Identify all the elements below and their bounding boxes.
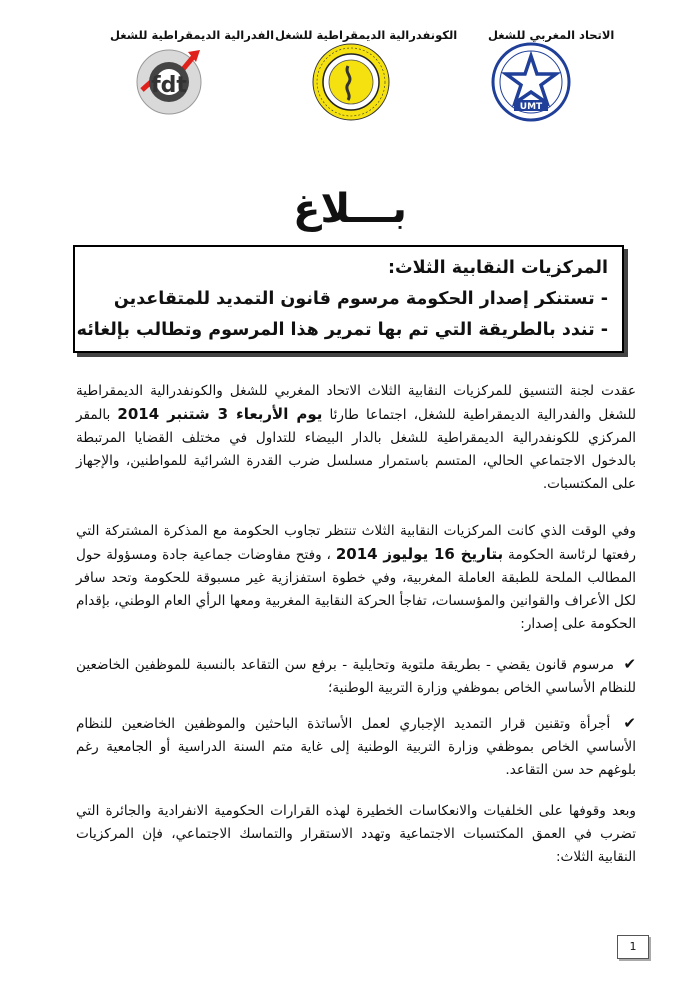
bullet-item-2 <box>76 712 636 782</box>
document-title: بـــلاغ <box>293 186 407 232</box>
org-name-fdt: الفدرالية الديمقراطية للشغل <box>110 28 275 42</box>
paragraph-3 <box>76 800 636 869</box>
paragraph-3-text: وبعد وقوفها على الخلفيات والانعكاسات الخطيرة لهذه القرارات الحكومية الانفرادية والجائرة التي تضرب في العمق المكتسبات الاجتماعية وتهدد الاستقرار والتماسك الاجتماعي، فإن المركزيات النقابية الثلاث: <box>76 803 636 865</box>
org-name-umt: الاتحاد المغربي للشغل <box>488 28 615 42</box>
paragraph-2 <box>76 520 636 636</box>
org-name-cdt: الكونفدرالية الديمقراطية للشغل <box>275 28 458 42</box>
bullet-item-1-text: مرسوم قانون يقضي - بطريقة ملتوية وتحايلية - برفع سن التقاعد بالنسبة للموظفين الخاضعين للنظام الأساسي الخاص بموظفي وزارة التربية الوطنية؛ <box>76 657 636 696</box>
summary-point-1: - تستنكر إصدار الحكومة مرسوم قانون التمديد للمتقاعدين <box>113 289 608 309</box>
summary-point-2: - تندد بالطريقة التي تم بها تمرير هذا المرسوم وتطالب بإلغائه <box>76 320 608 340</box>
paragraph-1-text-b: بالمقر المركزي للكونفدرالية الديمقراطية للشغل بالدار البيضاء للتداول في مختلف القضايا المرتبطة بالدخول الاجتماعي الحالي، المتسم باستمرار مسلسل ضرب القدرة الشرائية للمواطنين، والإجهاز على المكتسبات. <box>76 407 636 492</box>
paragraph-1-text-a: عقدت لجنة التنسيق للمركزيات النقابية الثلاث الاتحاد المغربي للشغل والكونفدرالية الديمقراطية للشغل والفدرالية الديمقراطية للشغل، اجتماعا طارئا <box>76 383 636 423</box>
summary-box <box>73 245 624 353</box>
cdt-logo <box>310 42 392 126</box>
summary-heading: المركزيات النقابية الثلاث: <box>388 258 608 278</box>
bullet-item-2-text: أجرأة وتقنين قرار التمديد الإجباري لعمل الأساتذة الباحثين والموظفين الخاضعين للنظام الأساسي الخاص بموظفي وزارة التربية الوطنية إلى غاية متم السنة الدراسية أو الجامعية رغم بلوغهم حد سن التقاعد. <box>76 716 636 778</box>
page-number: 1 <box>617 935 649 959</box>
umt-logo <box>490 42 572 126</box>
paragraph-1 <box>76 380 636 496</box>
svg-text:fdt: fdt <box>151 73 187 98</box>
paragraph-2-text-a: وفي الوقت الذي كانت المركزيات النقابية الثلاث تنتظر تجاوب الحكومة مع المذكرة المشتركة التي رفعتها لرئاسة الحكومة <box>76 523 636 563</box>
paragraph-1-date: يوم الأربعاء 3 شتنبر 2014 <box>117 405 323 423</box>
checkmark-icon: ✔ <box>623 714 636 732</box>
paragraph-2-text-b: ، وفتح مفاوضات جماعية جادة ومسؤولة حول المطالب الملحة للطبقة العاملة المغربية، وفي خطوة استفزازية غير مسبوقة للحكومة وتحد سافر لكل الأعراف والقوانين والمؤسسات، تفاجأ الحركة النقابية المغربية ومعها الرأي العام الوطني، بإقدام الحكومة على إصدار: <box>76 547 636 632</box>
fdt-logo <box>132 42 207 121</box>
bullet-item-1 <box>76 653 636 700</box>
svg-text:UMT: UMT <box>519 102 543 112</box>
paragraph-2-date: بتاريخ 16 يوليوز 2014 <box>335 545 504 563</box>
checkmark-icon: ✔ <box>623 655 637 673</box>
